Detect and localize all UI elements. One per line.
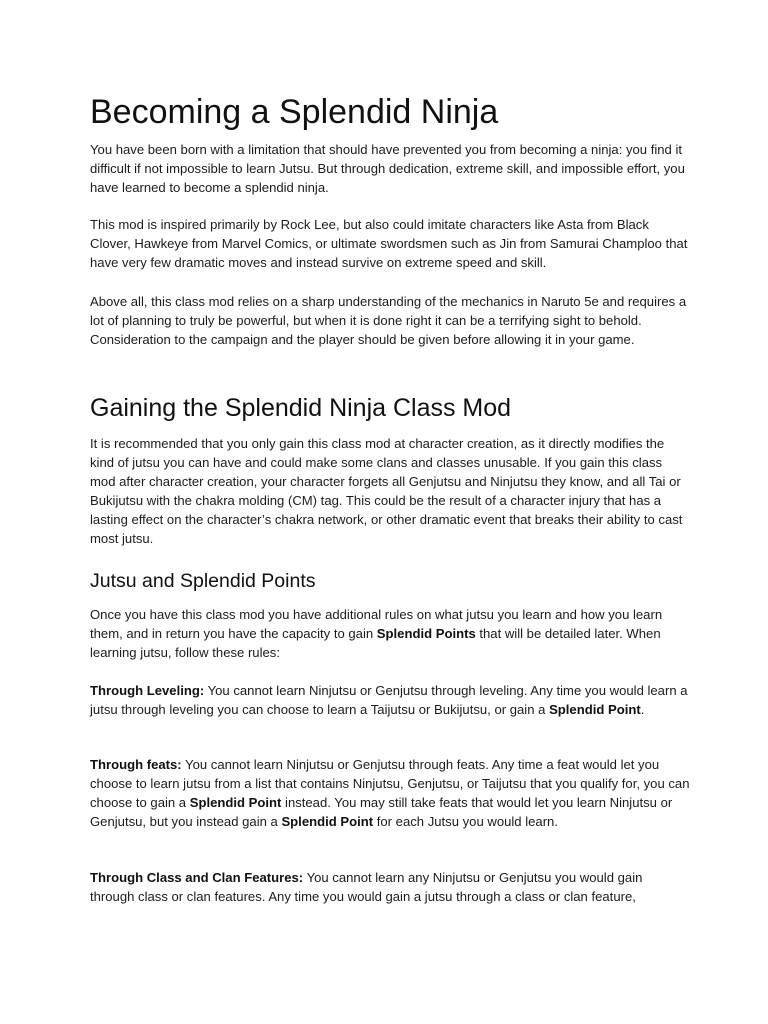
- rule-class-clan-label: Through Class and Clan Features:: [90, 870, 304, 885]
- rule-feats-text-b: instead. You may still take feats that would let you learn Ninjutsu or Genjutsu, but you instead gain a: [90, 795, 673, 829]
- rule-leveling-label: Through Leveling:: [90, 683, 205, 698]
- rule-through-leveling: [90, 681, 690, 719]
- intro-paragraph-2: This mod is inspired primarily by Rock Lee, but also could imitate characters like Asta from Black Clover, Hawkeye from Marvel Comics, or ultimate swordsmen such as Jin from Samurai Champloo that have very few dramatic moves and instead survive on extreme speed and skill.: [90, 217, 688, 270]
- rule-feats-text-c: for each Jutsu you would learn.: [373, 814, 558, 829]
- heading-gaining-class-mod: Gaining the Splendid Ninja Class Mod: [90, 394, 512, 422]
- page-title: Becoming a Splendid Ninja: [90, 93, 499, 131]
- rule-through-class-clan: [90, 868, 690, 906]
- rule-feats-text-a: You cannot learn Ninjutsu or Genjutsu through feats. Any time a feat would let you choose to learn jutsu from a list that contains Ninjutsu, Genjutsu, or Taijutsu that you qualify for, you can choose to gain a: [90, 757, 690, 810]
- gaining-paragraph: It is recommended that you only gain this class mod at character creation, as it directly modifies the kind of jutsu you can have and could make some clans and classes unusable. If you gain this class mod after character creation, your character forgets all Genjutsu and Ninjutsu they know, and all Tai or Bukijutsu with the chakra molding (CM) tag. This could be the result of a character injury that has a lasting effect on the character’s chakra network, or other dramatic event that breaks their ability to cast most jutsu.: [90, 436, 683, 546]
- jutsu-intro-paragraph: [90, 605, 690, 662]
- rule-class-clan-text-a: You cannot learn any Ninjutsu or Genjutsu you would gain through class or clan features. Any time you would gain a jutsu through a class or clan feature,: [90, 870, 643, 904]
- rule-feats-splendid-point-1: Splendid Point: [189, 795, 282, 810]
- splendid-points-term: Splendid Points: [376, 626, 476, 641]
- intro-paragraph-1: You have been born with a limitation that should have prevented you from becoming a ninja: you find it difficult if not impossible to learn Jutsu. But through dedication, extreme skill, and impossible effort, you have learned to become a splendid ninja.: [90, 142, 685, 195]
- intro-paragraph-3: Above all, this class mod relies on a sharp understanding of the mechanics in Naruto 5e and requires a lot of planning to truly be powerful, but when it is done right it can be a terrifying sight to behold. Consideration to the campaign and the player should be given before allowing it in your game.: [90, 294, 687, 347]
- rule-through-feats: [90, 755, 690, 831]
- rule-feats-splendid-point-2: Splendid Point: [281, 814, 374, 829]
- jutsu-intro-text-a: Once you have this class mod you have additional rules on what jutsu you learn and how you learn them, and in return you have the capacity to gain: [90, 607, 663, 641]
- rule-feats-label: Through feats:: [90, 757, 182, 772]
- rule-leveling-splendid-point: Splendid Point: [549, 702, 641, 717]
- rule-leveling-text-b: .: [640, 702, 645, 717]
- rule-leveling-text-a: You cannot learn Ninjutsu or Genjutsu through leveling. Any time you would learn a jutsu through leveling you can choose to learn a Taijutsu or Bukijutsu, or gain a: [90, 683, 688, 717]
- jutsu-intro-text-b: that will be detailed later. When learning jutsu, follow these rules:: [90, 626, 661, 660]
- heading-jutsu-splendid-points: Jutsu and Splendid Points: [90, 570, 316, 592]
